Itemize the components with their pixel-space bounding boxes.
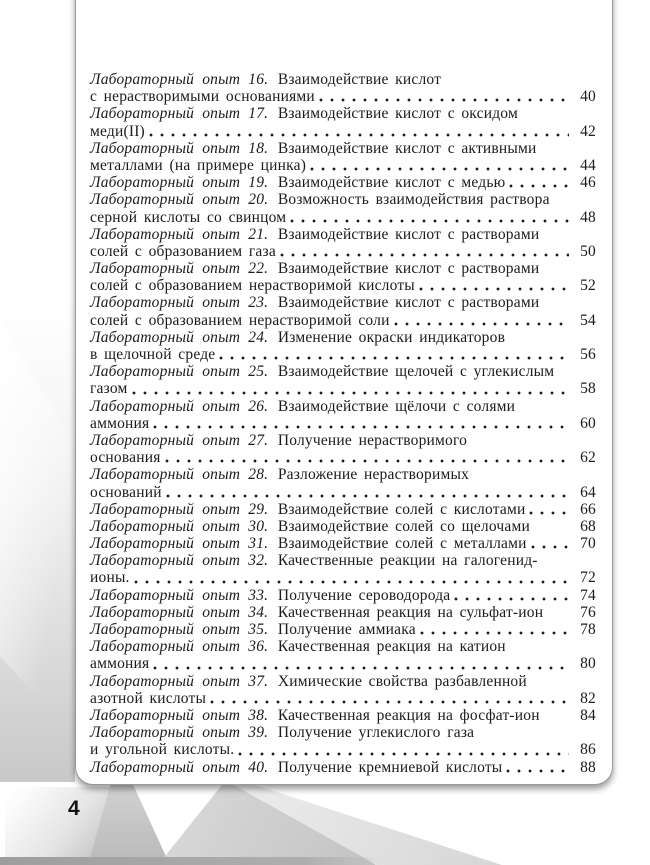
book-page-card <box>75 0 613 785</box>
page-ref: 60 <box>580 414 596 432</box>
dot-leader <box>134 580 569 584</box>
toc-line <box>90 329 596 346</box>
dot-leader <box>534 528 569 532</box>
dot-leader <box>420 631 569 635</box>
experiment-label: Лабораторный опыт 31. <box>90 535 269 553</box>
toc-line <box>90 105 596 122</box>
entry-text: Лабораторный опыт 36. Качественная реакция на катион <box>90 638 506 656</box>
page-ref: 70 <box>580 535 596 553</box>
toc-line <box>90 277 596 294</box>
entry-text: Лабораторный опыт 39. Получение углекислого газа <box>90 724 475 742</box>
entry-text: серной кислоты со свинцом <box>90 208 287 226</box>
experiment-label: Лабораторный опыт 27. <box>90 431 269 449</box>
experiment-label: Лабораторный опыт 29. <box>90 500 269 518</box>
page-ref: 68 <box>580 517 596 535</box>
dot-leader <box>506 769 569 773</box>
toc-line <box>90 484 596 501</box>
toc-line <box>90 123 596 140</box>
toc-line <box>90 552 596 569</box>
dot-leader <box>394 322 569 326</box>
entry-text: Лабораторный опыт 26. Взаимодействие щёлочи с солями <box>90 397 516 415</box>
experiment-label: Лабораторный опыт 18. <box>90 139 269 157</box>
toc-line <box>90 759 596 776</box>
entry-text: Лабораторный опыт 38. Качественная реакция на фосфат-ион <box>90 706 540 724</box>
entry-text: аммония <box>90 414 150 432</box>
entry-text: Лабораторный опыт 17. Взаимодействие кислот с оксидом <box>90 105 518 123</box>
page-ref: 46 <box>580 174 596 192</box>
dot-leader <box>238 752 569 756</box>
entry-text: солей с образованием нерастворимой кислоты <box>90 277 415 295</box>
dot-leader <box>531 545 569 549</box>
dot-leader <box>319 98 569 102</box>
experiment-label: Лабораторный опыт 22. <box>90 260 269 278</box>
toc-line <box>90 432 596 449</box>
toc-line <box>90 673 596 690</box>
entry-text: Лабораторный опыт 34. Качественная реакция на сульфат-ион <box>90 603 544 621</box>
experiment-label: Лабораторный опыт 28. <box>90 466 269 484</box>
entry-text: Лабораторный опыт 16. Взаимодействие кислот <box>90 71 442 88</box>
toc-line <box>90 380 596 397</box>
entry-text: Лабораторный опыт 23. Взаимодействие кислот с растворами <box>90 294 540 312</box>
toc-list <box>90 71 596 776</box>
entry-text: Лабораторный опыт 29. Взаимодействие солей с кислотами <box>90 500 526 518</box>
entry-text: с нерастворимыми основаниями <box>90 88 315 106</box>
page-ref: 48 <box>580 208 596 226</box>
experiment-label: Лабораторный опыт 40. <box>90 758 269 776</box>
dot-leader <box>165 459 569 463</box>
toc-line <box>90 655 596 672</box>
experiment-label: Лабораторный опыт 19. <box>90 174 269 192</box>
toc-line <box>90 707 596 724</box>
page-ref: 54 <box>580 311 596 329</box>
dot-leader <box>509 184 569 188</box>
experiment-label: Лабораторный опыт 23. <box>90 294 269 312</box>
dot-leader <box>544 717 569 721</box>
experiment-label: Лабораторный опыт 32. <box>90 552 269 570</box>
toc-line <box>90 724 596 741</box>
dot-leader <box>210 700 569 704</box>
entry-text: меди(II) <box>90 122 145 140</box>
toc-line <box>90 157 596 174</box>
page-number: 4 <box>68 797 80 820</box>
toc-line <box>90 398 596 415</box>
page-ref: 44 <box>580 156 596 174</box>
toc-line <box>90 690 596 707</box>
toc-line <box>90 191 596 208</box>
page-ref: 82 <box>580 689 596 707</box>
page-ref: 58 <box>580 380 596 398</box>
dot-leader <box>290 219 569 223</box>
entry-text: Лабораторный опыт 19. Взаимодействие кислот с медью <box>90 174 506 192</box>
page-ref: 56 <box>580 346 596 363</box>
toc-line <box>90 226 596 243</box>
page-ref: 84 <box>580 706 596 724</box>
toc-line <box>90 243 596 260</box>
experiment-label: Лабораторный опыт 24. <box>90 328 269 346</box>
entry-text: ионы. <box>90 569 130 587</box>
entry-text: в щелочной среде <box>90 346 216 363</box>
entry-text: аммония <box>90 655 150 673</box>
toc-line <box>90 363 596 380</box>
entry-text: и угольной кислоты. <box>90 741 235 759</box>
experiment-label: Лабораторный опыт 35. <box>90 621 269 638</box>
toc-line <box>90 346 596 363</box>
dot-leader <box>132 391 569 395</box>
toc-line <box>90 569 596 586</box>
page-ref: 64 <box>580 483 596 501</box>
toc-line <box>90 604 596 621</box>
toc-line <box>90 415 596 432</box>
page-ref: 74 <box>580 586 596 604</box>
experiment-label: Лабораторный опыт 34. <box>90 603 269 621</box>
dot-leader <box>529 511 569 515</box>
experiment-label: Лабораторный опыт 33. <box>90 586 269 604</box>
entry-text: солей с образованием газа <box>90 242 276 260</box>
experiment-label: Лабораторный опыт 16. <box>90 71 269 88</box>
dot-leader <box>149 133 569 137</box>
toc-line <box>90 294 596 311</box>
entry-text: азотной кислоты <box>90 689 207 707</box>
toc-line <box>90 260 596 277</box>
entry-text: газом <box>90 380 128 398</box>
page-ref: 42 <box>580 122 596 140</box>
entry-text: Лабораторный опыт 20. Возможность взаимодействия раствора <box>90 191 550 209</box>
page-ref: 40 <box>580 88 596 106</box>
entry-text: Лабораторный опыт 28. Разложение нерастворимых <box>90 466 470 484</box>
toc-line <box>90 621 596 638</box>
experiment-label: Лабораторный опыт 36. <box>90 638 269 656</box>
entry-text: металлами (на примере цинка) <box>90 156 307 174</box>
toc-line <box>90 312 596 329</box>
entry-text: Лабораторный опыт 21. Взаимодействие кислот с растворами <box>90 225 540 243</box>
page-ref: 50 <box>580 242 596 260</box>
page-ref: 78 <box>580 621 596 638</box>
toc-line <box>90 535 596 552</box>
toc-line <box>90 209 596 226</box>
toc-line <box>90 741 596 758</box>
entry-text: Лабораторный опыт 37. Химические свойства разбавленной <box>90 672 527 690</box>
toc-line <box>90 140 596 157</box>
entry-text: Лабораторный опыт 27. Получение нерастворимого <box>90 431 468 449</box>
bottom-dark-strip <box>0 857 380 865</box>
dot-leader <box>166 494 569 498</box>
page-ref: 88 <box>580 758 596 776</box>
entry-text: Лабораторный опыт 25. Взаимодействие щелочей с углекислым <box>90 363 555 381</box>
entry-text: Лабораторный опыт 24. Изменение окраски индикаторов <box>90 328 506 346</box>
entry-text: Лабораторный опыт 40. Получение кремниевой кислоты <box>90 758 503 776</box>
experiment-label: Лабораторный опыт 30. <box>90 517 269 535</box>
experiment-label: Лабораторный опыт 25. <box>90 363 269 381</box>
entry-text: основания <box>90 449 161 467</box>
page-ref: 62 <box>580 449 596 467</box>
dot-leader <box>419 287 569 291</box>
page-ref: 72 <box>580 569 596 587</box>
entry-text: Лабораторный опыт 32. Качественные реакции на галогенид- <box>90 552 538 570</box>
toc-line <box>90 88 596 105</box>
page-ref: 66 <box>580 500 596 518</box>
page-ref: 86 <box>580 741 596 759</box>
toc-line <box>90 449 596 466</box>
toc-line <box>90 587 596 604</box>
dot-leader <box>219 356 569 360</box>
dot-leader <box>153 425 569 429</box>
entry-text: Лабораторный опыт 30. Взаимодействие солей со щелочами <box>90 517 530 535</box>
page-ref: 76 <box>580 603 596 621</box>
entry-text: Лабораторный опыт 31. Взаимодействие солей с металлами <box>90 535 527 553</box>
dot-leader <box>310 167 569 171</box>
entry-text: Лабораторный опыт 33. Получение сероводорода <box>90 586 451 604</box>
experiment-label: Лабораторный опыт 20. <box>90 191 269 209</box>
entry-text: Лабораторный опыт 22. Взаимодействие кислот с растворами <box>90 260 540 278</box>
entry-text: Лабораторный опыт 18. Взаимодействие кислот с активными <box>90 139 537 157</box>
page-ref: 80 <box>580 655 596 673</box>
page-ref: 52 <box>580 277 596 295</box>
experiment-label: Лабораторный опыт 37. <box>90 672 269 690</box>
experiment-label: Лабораторный опыт 26. <box>90 397 269 415</box>
dot-leader <box>454 597 569 601</box>
toc-line <box>90 71 596 88</box>
toc-line <box>90 466 596 483</box>
entry-text: солей с образованием нерастворимой соли <box>90 311 390 329</box>
entry-text: оснований <box>90 483 162 501</box>
experiment-label: Лабораторный опыт 17. <box>90 105 269 123</box>
entry-text: Лабораторный опыт 35. Получение аммиака <box>90 621 416 638</box>
experiment-label: Лабораторный опыт 38. <box>90 706 269 724</box>
toc-line <box>90 638 596 655</box>
toc-line <box>90 518 596 535</box>
dot-leader <box>153 666 569 670</box>
toc-line <box>90 501 596 518</box>
toc-line <box>90 174 596 191</box>
dot-leader <box>547 614 569 618</box>
experiment-label: Лабораторный опыт 21. <box>90 225 269 243</box>
dot-leader <box>280 253 569 257</box>
experiment-label: Лабораторный опыт 39. <box>90 724 269 742</box>
